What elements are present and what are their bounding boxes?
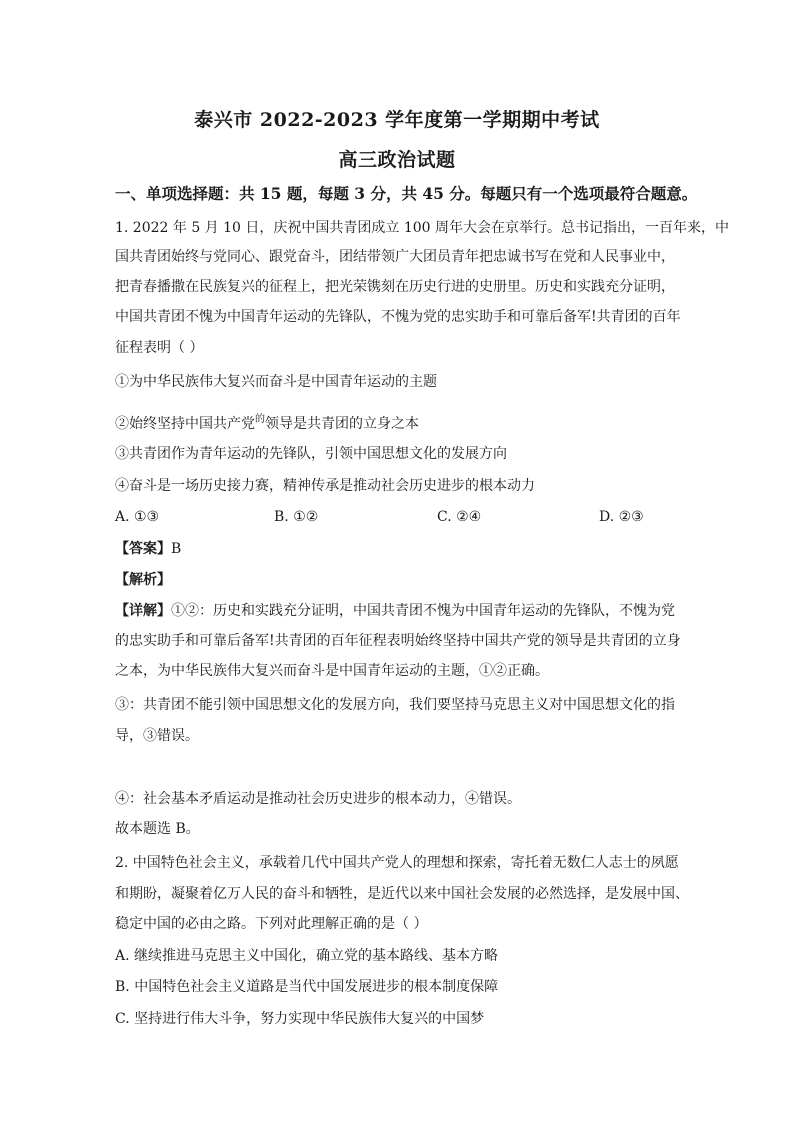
q1-stem-line: 把青春播撒在民族复兴的征程上，把光荣镌刻在历史行进的史册里。历史和实践充分证明， <box>115 279 675 295</box>
q1-conclusion: 故本题选 B。 <box>115 821 200 837</box>
q1-statement-2-sup: 的 <box>255 414 265 425</box>
q1-statement-1: ①为中华民族伟大复兴而奋斗是中国青年运动的主题 <box>115 374 437 390</box>
q1-statement-2-part: ②始终坚持中国共产党 <box>115 416 255 432</box>
q1-statement-2-part: 领导是共青团的立身之本 <box>265 416 419 432</box>
page-subtitle: 高三政治试题 <box>338 149 456 171</box>
analysis-tag: 【解析】 <box>115 572 171 588</box>
q2-option-b: B. 中国特色社会主义道路是当代中国发展进步的根本制度保障 <box>115 979 499 995</box>
answer-value: B <box>171 541 182 557</box>
q2-option-a: A. 继续推进马克思主义中国化，确立党的基本路线、基本方略 <box>115 948 499 964</box>
q2-option-c: C. 坚持进行伟大斗争，努力实现中华民族伟大复兴的中国梦 <box>115 1011 485 1027</box>
q2-stem-line: 和期盼，凝聚着亿万人民的奋斗和牺牲，是近代以来中国社会发展的必然选择，是发展中国、 <box>115 886 689 902</box>
page-title: 泰兴市 2022-2023 学年度第一学期期中考试 <box>194 109 600 131</box>
q1-option-d: D. ②③ <box>599 509 644 525</box>
q1-option-b: B. ①② <box>274 509 319 525</box>
q1-detail-line: 的忠实助手和可靠后备军!共青团的百年征程表明始终坚持中国共产党的领导是共青团的立身 <box>115 633 681 649</box>
q1-statement-3: ③共青团作为青年运动的先锋队，引领中国思想文化的发展方向 <box>115 446 507 462</box>
q1-option-a: A. ①③ <box>115 509 160 525</box>
q1-statement-2 <box>115 410 419 434</box>
q1-statement-4: ④奋斗是一场历史接力赛，精神传承是推动社会历史进步的根本动力 <box>115 478 535 494</box>
q1-stem-line: 1. 2022 年 5 月 10 日，庆祝中国共青团成立 100 周年大会在京举行。总书记指出，一百年来，中 <box>115 220 730 236</box>
q1-stem-line: 征程表明（ ） <box>115 340 204 356</box>
q1-detail-line: 之本，为中华民族伟大复兴而奋斗是中国青年运动的主题，①②正确。 <box>115 663 549 679</box>
q1-stem-line: 中国共青团不愧为中国青年运动的先锋队，不愧为党的忠实助手和可靠后备军!共青团的百年 <box>115 309 681 325</box>
q1-stem-line: 国共青团始终与党同心、跟党奋斗，团结带领广大团员青年把忠诚书写在党和人民事业中， <box>115 249 675 265</box>
q1-detail-line: 导，③错误。 <box>115 728 199 744</box>
q1-option-c: C. ②④ <box>437 509 482 525</box>
q2-stem-line: 稳定中国的必由之路。下列对此理解正确的是（ ） <box>115 916 428 932</box>
section-heading: 一、单项选择题：共 15 题，每题 3 分，共 45 分。每题只有一个选项最符合题意。 <box>115 184 698 203</box>
detail-tag: 【详解】 <box>115 603 171 619</box>
q1-answer <box>115 539 181 559</box>
answer-tag: 【答案】 <box>115 541 171 557</box>
q1-detail-line <box>115 601 675 621</box>
q1-detail-line: ③：共青团不能引领中国思想文化的发展方向，我们要坚持马克思主义对中国思想文化的指 <box>115 697 675 713</box>
detail-text: ①②：历史和实践充分证明，中国共青团不愧为中国青年运动的先锋队，不愧为党 <box>171 603 675 619</box>
q2-stem-line: 2. 中国特色社会主义，承载着几代中国共产党人的理想和探索，寄托着无数仁人志士的夙愿 <box>115 855 679 871</box>
q1-detail-line: ④：社会基本矛盾运动是推动社会历史进步的根本动力，④错误。 <box>115 791 521 807</box>
